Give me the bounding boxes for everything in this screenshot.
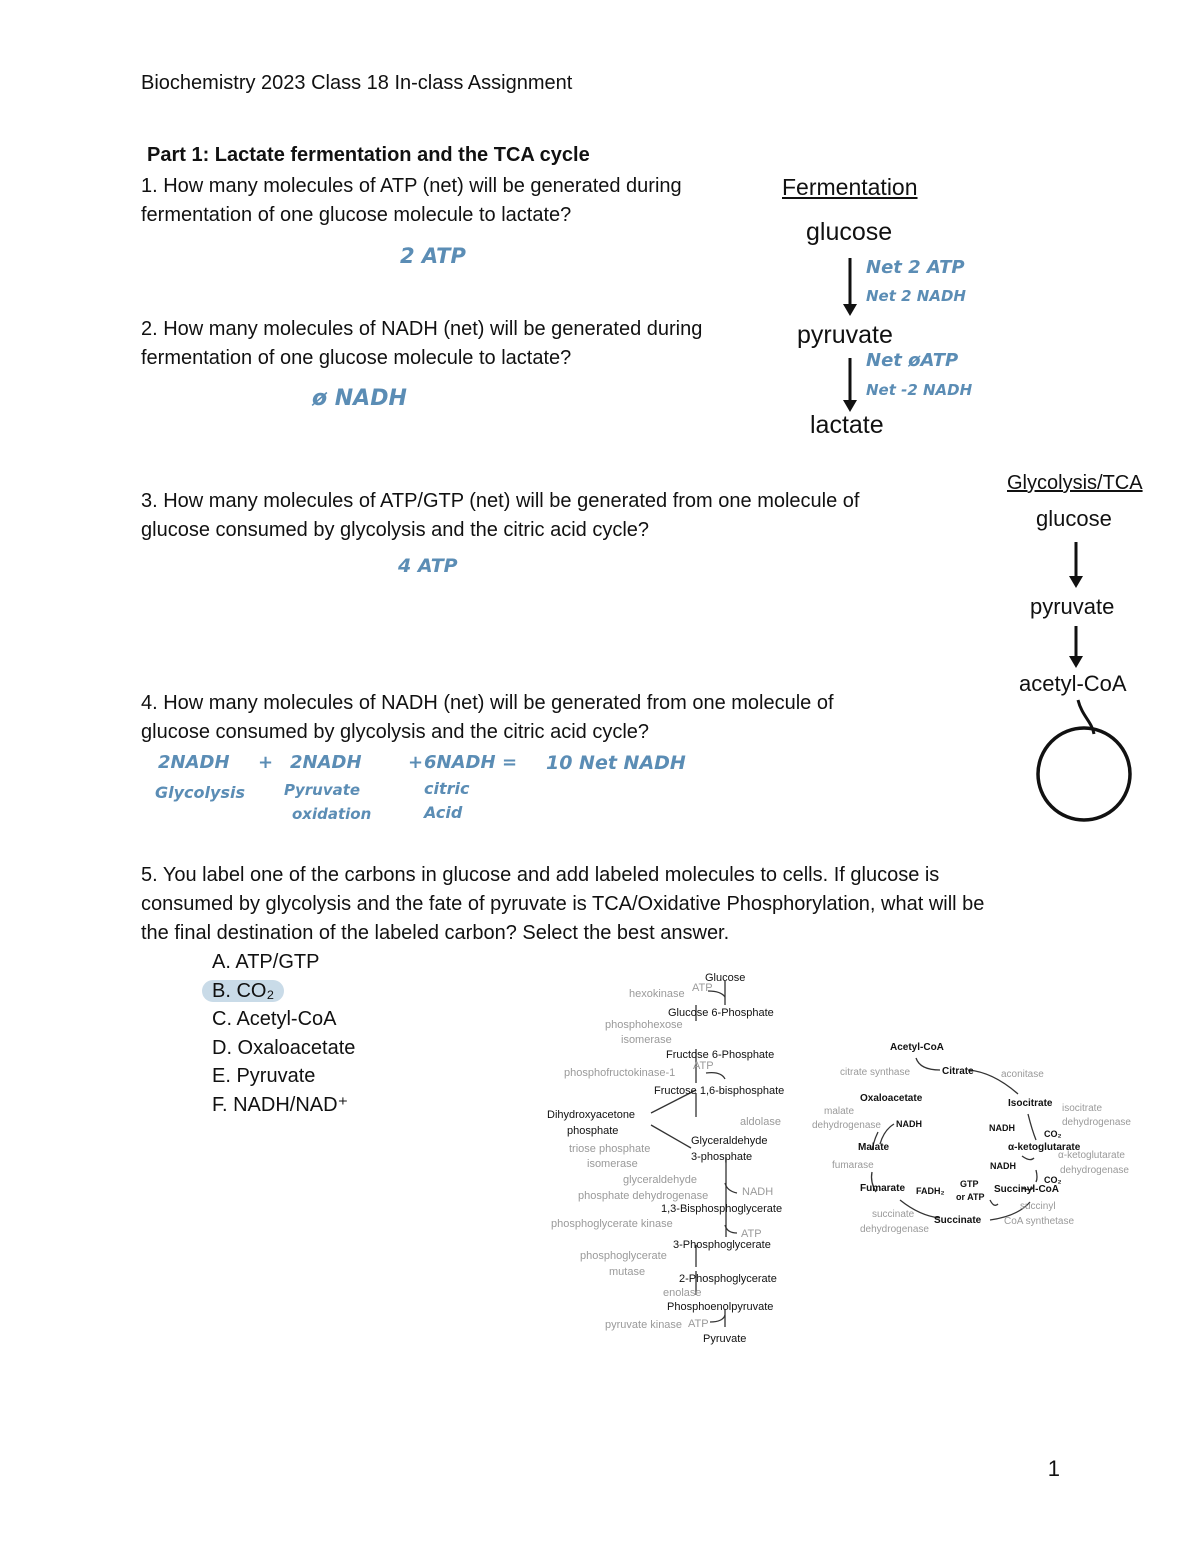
page-number: 1 [1047, 1456, 1060, 1481]
answer-choices [212, 948, 355, 1120]
enzyme-label: isomerase [621, 1034, 672, 1046]
cofactor-label: NADH [990, 1161, 1016, 1171]
metabolite-label: Glucose 6-Phosphate [668, 1007, 774, 1019]
question-3 [141, 487, 859, 545]
enzyme-label: fumarase [832, 1160, 874, 1171]
enzyme-label: phosphoglycerate kinase [551, 1218, 673, 1230]
metabolite-label: Oxaloacetate [860, 1093, 923, 1104]
cofactor-label: NADH [989, 1123, 1015, 1133]
metabolite-label: Pyruvate [703, 1333, 747, 1345]
glycolysis-nadh: 2NADH [158, 752, 230, 773]
cofactor-label: ATP [692, 982, 713, 994]
enzyme-label: CoA synthetase [1004, 1216, 1075, 1227]
choice-b-selected[interactable] [212, 977, 355, 1006]
answer-2: ø NADH [312, 386, 407, 411]
fermentation-note: Net -2 NADH [866, 381, 973, 399]
metabolite-label: 1,3-Bisphosphoglycerate [661, 1203, 783, 1215]
answer-1: 2 ATP [400, 244, 466, 268]
metabolite-label: phosphate [567, 1125, 619, 1137]
glyco-tca-title: Glycolysis/TCA [1007, 472, 1143, 494]
glycolysis-pathway-figure [545, 965, 810, 1350]
cofactor-label: FADH₂ [916, 1186, 945, 1196]
enzyme-label: phosphofructokinase-1 [564, 1067, 676, 1079]
enzyme-label: α-ketoglutarate [1058, 1150, 1125, 1161]
fermentation-glucose: glucose [806, 218, 893, 246]
metabolite-label: 3-Phosphoglycerate [673, 1239, 771, 1251]
question-5 [141, 861, 984, 948]
metabolite-label: Isocitrate [1008, 1098, 1053, 1109]
enzyme-label: phosphoglycerate [580, 1250, 667, 1262]
document-header: Biochemistry 2023 Class 18 In-class Assignment [141, 72, 573, 94]
citric-label: citric [424, 779, 470, 798]
metabolite-label: Succinyl-CoA [994, 1184, 1060, 1195]
down-arrow-icon [1064, 624, 1088, 670]
choice-label: A. ATP/GTP [212, 951, 320, 973]
metabolite-label: 2-Phosphoglycerate [679, 1273, 777, 1285]
cofactor-label: or ATP [956, 1192, 985, 1202]
fermentation-note: Net 2 NADH [866, 287, 966, 305]
enzyme-label: mutase [609, 1266, 646, 1278]
enzyme-label: glyceraldehyde [623, 1174, 697, 1186]
fermentation-pyruvate: pyruvate [797, 321, 893, 349]
glyco-tca-glucose: glucose [1036, 506, 1112, 531]
metabolite-label: Glyceraldehyde [691, 1135, 768, 1147]
fermentation-lactate: lactate [810, 411, 884, 439]
fermentation-title: Fermentation [782, 174, 918, 200]
enzyme-label: citrate synthase [840, 1067, 911, 1078]
choice-label: C. Acetyl-CoA [212, 1008, 337, 1031]
metabolite-label: Fructose 1,6-bisphosphate [654, 1085, 785, 1097]
choice-label: F. NADH/NAD⁺ [212, 1093, 349, 1116]
enzyme-label: pyruvate kinase [605, 1319, 683, 1331]
enzyme-label: isomerase [587, 1158, 638, 1170]
metabolite-label: Glucose [705, 972, 746, 984]
enzyme-label: triose phosphate [569, 1143, 651, 1155]
enzyme-label: malate [824, 1106, 855, 1117]
enzyme-label: dehydrogenase [1062, 1117, 1131, 1128]
metabolite-label: 3-phosphate [691, 1151, 753, 1163]
cofactor-label: CO₂ [1044, 1129, 1062, 1139]
cofactor-label: CO₂ [1044, 1175, 1062, 1185]
cofactor-label: ATP [688, 1318, 709, 1330]
question-2-line: 2. How many molecules of NADH (net) will be generated during [141, 318, 703, 340]
citric-nadh: 6NADH [424, 752, 496, 773]
question-5-line: 5. You label one of the carbons in glucose and add labeled molecules to cells. If glucose is [141, 864, 940, 886]
fermentation-note: Net øATP [866, 350, 959, 371]
enzyme-label: dehydrogenase [860, 1224, 929, 1235]
pyruvate-nadh: 2NADH [290, 752, 362, 773]
tca-cycle-figure [808, 1032, 1143, 1242]
enzyme-label: succinyl [1020, 1201, 1056, 1212]
question-4-line: glucose consumed by glycolysis and the citric acid cycle? [141, 721, 650, 743]
glyco-tca-acetyl-coa: acetyl-CoA [1019, 671, 1127, 696]
enzyme-label: aconitase [1001, 1069, 1044, 1080]
cofactor-label: GTP [960, 1179, 979, 1189]
cofactor-label: NADH [742, 1186, 774, 1198]
plus-sign: + [258, 752, 274, 773]
glyco-tca-pyruvate: pyruvate [1030, 594, 1115, 619]
oxidation-label: oxidation [292, 805, 372, 823]
metabolite-label: Succinate [934, 1215, 982, 1226]
question-1 [141, 172, 682, 230]
enzyme-label: succinate [872, 1209, 915, 1220]
enzyme-label: dehydrogenase [1060, 1165, 1129, 1176]
metabolite-label: α-ketoglutarate [1008, 1142, 1081, 1153]
choice-label: D. Oxaloacetate [212, 1036, 356, 1059]
question-2-line: fermentation of one glucose molecule to lactate? [141, 347, 572, 369]
choice-label: B. CO₂ [202, 980, 284, 1002]
down-arrow-icon [838, 256, 862, 318]
acid-label: Acid [424, 803, 463, 822]
cofactor-label: ATP [741, 1228, 762, 1240]
question-3-line: 3. How many molecules of ATP/GTP (net) will be generated from one molecule of [141, 490, 860, 512]
metabolite-label: Citrate [942, 1066, 974, 1077]
question-3-line: glucose consumed by glycolysis and the citric acid cycle? [141, 519, 650, 541]
enzyme-label: enolase [663, 1287, 702, 1299]
enzyme-label: phosphate dehydrogenase [578, 1190, 709, 1202]
question-1-line: fermentation of one glucose molecule to lactate? [141, 204, 572, 226]
question-5-line: the final destination of the labeled carbon? Select the best answer. [141, 922, 730, 944]
fermentation-note: Net 2 ATP [866, 257, 965, 278]
choice-a[interactable] [212, 948, 355, 977]
question-2 [141, 315, 702, 373]
enzyme-label: dehydrogenase [812, 1120, 881, 1131]
equals-sign: = [502, 752, 518, 773]
down-arrow-icon [838, 356, 862, 414]
tca-cycle-circle-icon [1030, 696, 1140, 822]
plus-sign: + [408, 752, 424, 773]
enzyme-label: isocitrate [1062, 1103, 1103, 1114]
enzyme-label: hexokinase [629, 988, 685, 1000]
question-4 [141, 689, 834, 747]
enzyme-label: phosphohexose [605, 1019, 683, 1031]
metabolite-label: Fructose 6-Phosphate [666, 1049, 775, 1061]
metabolite-label: Malate [858, 1142, 890, 1153]
question-5-line: consumed by glycolysis and the fate of pyruvate is TCA/Oxidative Phosphorylation, what will be [141, 893, 985, 915]
answer-3: 4 ATP [398, 555, 458, 577]
metabolite-label: Phosphoenolpyruvate [667, 1301, 774, 1313]
pyruvate-label: Pyruvate [284, 781, 361, 799]
glycolysis-label: Glycolysis [155, 783, 245, 802]
total-nadh: 10 Net NADH [546, 752, 686, 774]
choice-d[interactable] [212, 1034, 355, 1063]
part-title: Part 1: Lactate fermentation and the TCA cycle [147, 144, 590, 166]
enzyme-label: aldolase [740, 1116, 781, 1128]
question-1-line: 1. How many molecules of ATP (net) will be generated during [141, 175, 682, 197]
choice-label: E. Pyruvate [212, 1065, 316, 1088]
question-4-line: 4. How many molecules of NADH (net) will be generated from one molecule of [141, 692, 834, 714]
cofactor-label: NADH [896, 1119, 922, 1129]
down-arrow-icon [1064, 540, 1088, 590]
metabolite-label: Acetyl-CoA [890, 1042, 944, 1053]
metabolite-label: Fumarate [860, 1183, 906, 1194]
metabolite-label: Dihydroxyacetone [547, 1109, 636, 1121]
choice-c[interactable] [212, 1005, 355, 1034]
cofactor-label: ATP [693, 1060, 714, 1072]
choice-f[interactable] [212, 1091, 355, 1120]
choice-e[interactable] [212, 1062, 355, 1091]
